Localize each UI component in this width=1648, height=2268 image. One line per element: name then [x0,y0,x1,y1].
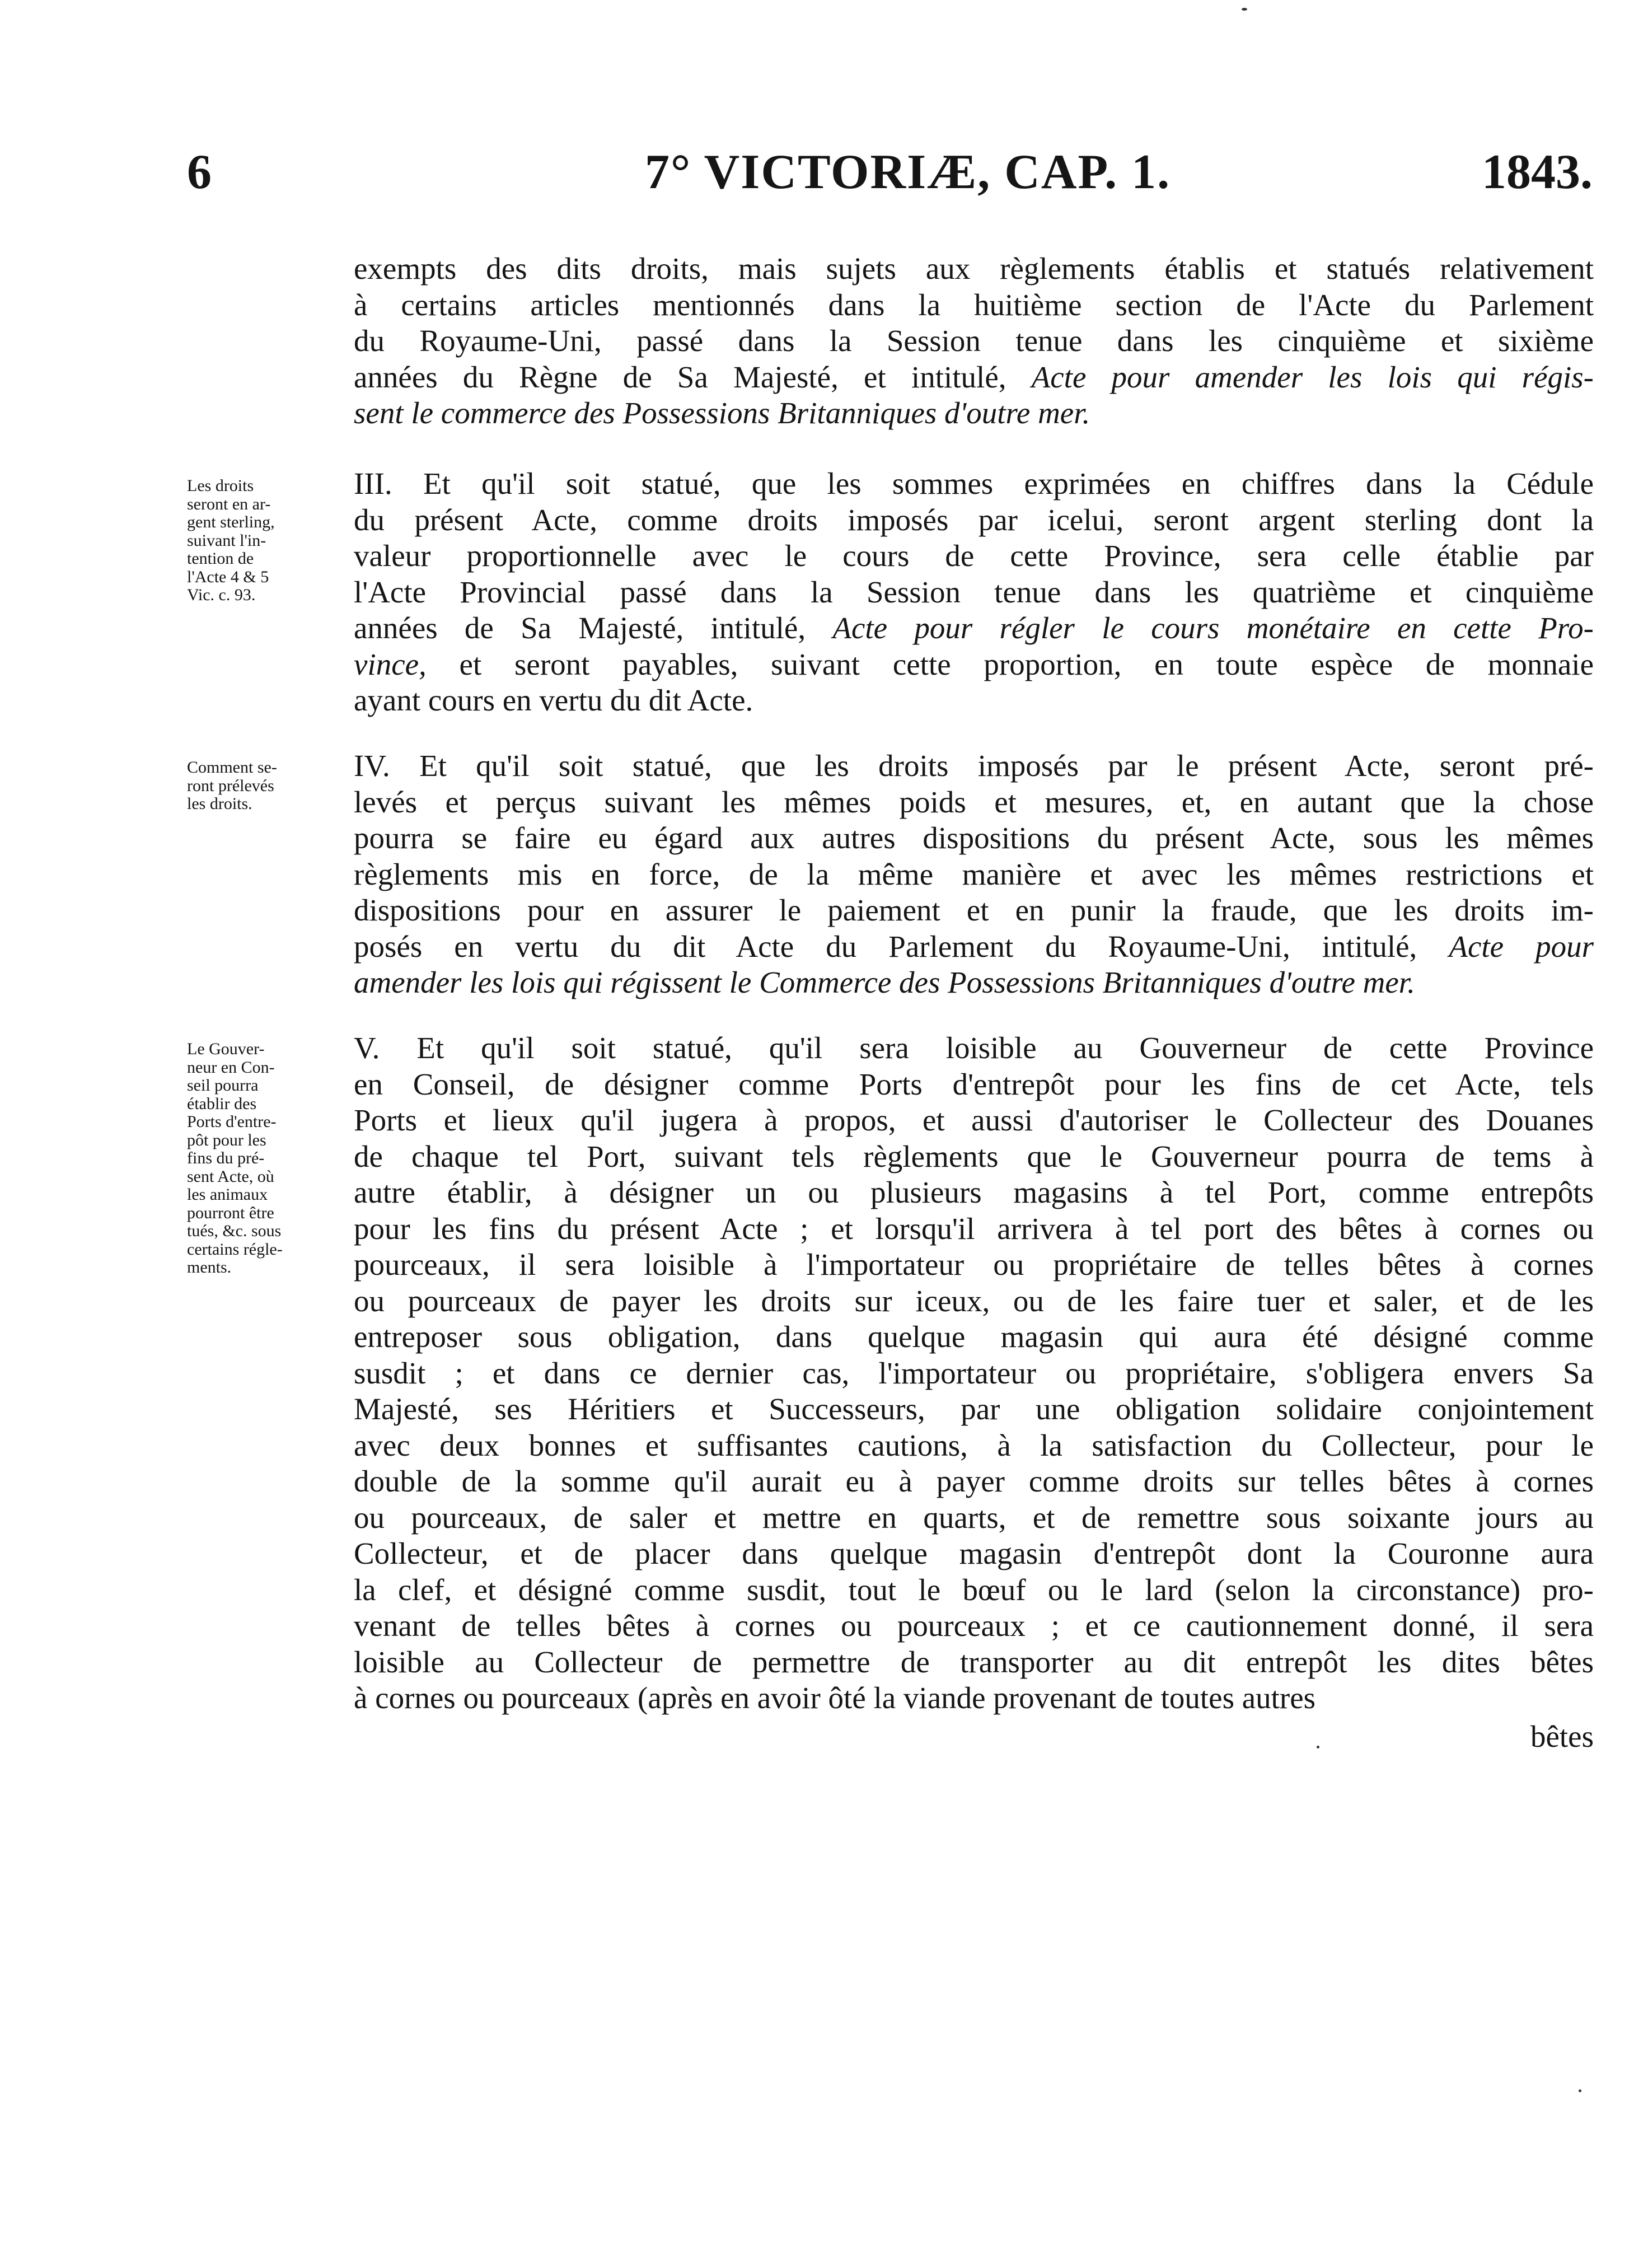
text-line [354,647,1594,683]
body-text: autre établir, à désigner un ou plusieurs magasins à tel Port, comme entrepôts [354,1175,1594,1209]
body-text: années de Sa Majesté, intitulé, [354,611,833,645]
text-line [354,929,1594,965]
body-text: IV. Et qu'il soit statué, que les droits imposés par le présent Acte, seront pré- [354,749,1594,783]
margin-note-line: certains régle- [187,1240,283,1259]
margin-note-section-5 [187,1040,335,1277]
text-line [354,1644,1594,1681]
text-line [354,466,1594,502]
text-line [354,1247,1594,1283]
paragraph-section-4 [354,748,1594,1001]
margin-note-line: tués, &c. sous [187,1222,282,1240]
body-text: à certains articles mentionnés dans la huitième section de l'Acte du Parlement [354,287,1594,322]
page-number: 6 [187,145,212,199]
text-line [354,1680,1594,1717]
text-line [354,1428,1594,1464]
text-line [354,820,1594,857]
margin-note-line: Le Gouver- [187,1040,265,1058]
body-text: règlements mis en force, de la même manière et avec les mêmes restrictions et [354,857,1594,891]
margin-note-line: pôt pour les [187,1130,266,1149]
body-text: valeur proportionnelle avec le cours de cette Province, sera celle établie par [354,539,1594,573]
margin-note-section-4 [187,759,335,813]
margin-note-line: seront en ar- [187,494,271,513]
margin-note-line: sent Acte, où [187,1167,274,1186]
text-line [354,538,1594,574]
body-text: de chaque tel Port, suivant tels règlements que le Gouverneur pourra de tems à [354,1139,1594,1173]
text-line [354,682,1594,719]
margin-note-line: Les droits [187,476,254,495]
body-text: années du Règne de Sa Majesté, et intitulé, [354,359,1032,394]
body-text: dispositions pour en assurer le paiement et en punir la fraude, que les droits im- [354,893,1594,927]
italic-text: sent le commerce des Possessions Britanniques d'outre mer. [354,396,1090,430]
text-line [354,784,1594,821]
text-line [354,359,1594,396]
text-line [354,323,1594,359]
scan-speck [1317,1746,1319,1748]
text-line [354,1139,1594,1175]
italic-text: Acte pour amender les lois qui régis- [1031,359,1594,394]
margin-note-line: établir des [187,1094,257,1113]
text-line [354,1572,1594,1608]
body-text: loisible au Collecteur de permettre de transporter au dit entrepôt les dites bêtes [354,1644,1594,1679]
margin-note-line: gent sterling, [187,513,275,531]
text-line [354,1283,1594,1320]
body-text: pourra se faire eu égard aux autres dispositions du présent Acte, sous les mêmes [354,821,1594,855]
body-text: ayant cours en vertu du dit Acte. [354,683,753,717]
italic-text: Acte pour [1449,929,1594,964]
text-line [354,1030,1594,1067]
catchword-container [354,1719,1594,1755]
body-text: V. Et qu'il soit statué, qu'il sera loisible au Gouverneur de cette Province [354,1031,1594,1065]
margin-note-line: ront prélevés [187,776,274,795]
body-text: à cornes ou pourceaux (après en avoir ôté la viande provenant de toutes autres [354,1681,1316,1715]
margin-note-section-3 [187,477,335,605]
margin-note-line: tention de [187,549,254,568]
text-line [354,1536,1594,1572]
text-line [354,748,1594,784]
margin-note-line: Comment se- [187,758,277,777]
body-text: pourceaux, il sera loisible à l'importateur ou propriétaire de telles bêtes à cornes [354,1247,1594,1282]
body-text: entreposer sous obligation, dans quelque magasin qui aura été désigné comme [354,1320,1594,1354]
body-text: Majesté, ses Héritiers et Successeurs, par une obligation solidaire conjointement [354,1392,1594,1426]
text-line [354,1355,1594,1392]
text-line [354,1608,1594,1644]
text-line [354,287,1594,324]
paragraph-section-3 [354,466,1594,719]
text-line [354,1391,1594,1428]
text-line [354,965,1594,1001]
body-text: venant de telles bêtes à cornes ou pourceaux ; et ce cautionnement donné, il sera [354,1608,1594,1643]
paragraph-section-5 [354,1030,1594,1717]
text-line [354,1319,1594,1355]
body-text: du Royaume-Uni, passé dans la Session tenue dans les cinquième et sixième [354,324,1594,358]
catchword: bêtes [1530,1719,1594,1753]
body-text: exempts des dits droits, mais sujets aux règlements établis et statués relativement [354,251,1594,286]
paragraph-continuation [354,251,1594,432]
margin-note-line: Ports d'entre- [187,1112,277,1131]
body-text: du présent Acte, comme droits imposés par icelui, seront argent sterling dont la [354,502,1594,537]
body-text: susdit ; et dans ce dernier cas, l'importateur ou propriétaire, s'obligera envers Sa [354,1355,1594,1390]
text-line [354,1067,1594,1103]
margin-note-line: seil pourra [187,1076,259,1095]
text-line [354,395,1594,432]
margin-note-line: les animaux [187,1185,268,1204]
scan-speck [1579,2089,1581,2092]
text-line [354,1102,1594,1139]
italic-text: amender les lois qui régissent le Commerce des Possessions Britanniques d'outre mer. [354,965,1415,999]
text-line [354,1463,1594,1500]
margin-note-line: les droits. [187,794,252,813]
body-text: avec deux bonnes et suffisantes cautions, à la satisfaction du Collecteur, pour le [354,1428,1594,1462]
body-text: Ports et lieux qu'il jugera à propos, et aussi d'autoriser le Collecteur des Douanes [354,1103,1594,1137]
body-text: III. Et qu'il soit statué, que les sommes exprimées en chiffres dans la Cédule [354,466,1594,501]
text-line [354,574,1594,611]
body-text: Collecteur, et de placer dans quelque magasin d'entrepôt dont la Couronne aura [354,1536,1594,1570]
body-text: ou pourceaux, de saler et mettre en quarts, et de remettre sous soixante jours au [354,1500,1594,1535]
text-line [354,610,1594,647]
margin-note-line: suivant l'in- [187,531,266,550]
body-text: pour les fins du présent Acte ; et lorsqu'il arrivera à tel port des bêtes à cornes ou [354,1211,1594,1246]
text-line [354,1211,1594,1247]
body-text: la clef, et désigné comme susdit, tout le bœuf ou le lard (selon la circonstance) pro- [354,1572,1594,1607]
body-text: posés en vertu du dit Acte du Parlement du Royaume-Uni, intitulé, [354,929,1449,964]
body-text: levés et perçus suivant les mêmes poids et mesures, et, en autant que la chose [354,784,1594,819]
body-text: double de la somme qu'il aurait eu à payer comme droits sur telles bêtes à cornes [354,1464,1594,1498]
margin-note-line: neur en Con- [187,1058,275,1077]
margin-note-line: fins du pré- [187,1149,265,1167]
running-year: 1843. [1482,145,1593,199]
text-line [354,1175,1594,1211]
body-text: ou pourceaux de payer les droits sur iceux, ou de les faire tuer et saler, et de les [354,1283,1594,1318]
text-line [354,1500,1594,1536]
text-line [354,251,1594,287]
body-text: en Conseil, de désigner comme Ports d'entrepôt pour les fins de cet Acte, tels [354,1067,1594,1101]
italic-text: vince, [354,647,427,681]
margin-note-line: Vic. c. 93. [187,586,256,604]
text-line [354,857,1594,893]
running-title: 7° VICTORIÆ, CAP. 1. [645,145,1171,199]
body-text: l'Acte Provincial passé dans la Session tenue dans les quatrième et cinquième [354,574,1594,609]
margin-note-line: ments. [187,1258,232,1276]
scan-speck [1242,8,1247,11]
text-line [354,892,1594,929]
italic-text: Acte pour régler le cours monétaire en cette Pro- [832,611,1594,645]
margin-note-line: l'Acte 4 & 5 [187,567,269,586]
body-text: et seront payables, suivant cette proportion, en toute espèce de monnaie [426,647,1594,681]
text-line [354,502,1594,539]
margin-note-line: pourront être [187,1203,274,1222]
